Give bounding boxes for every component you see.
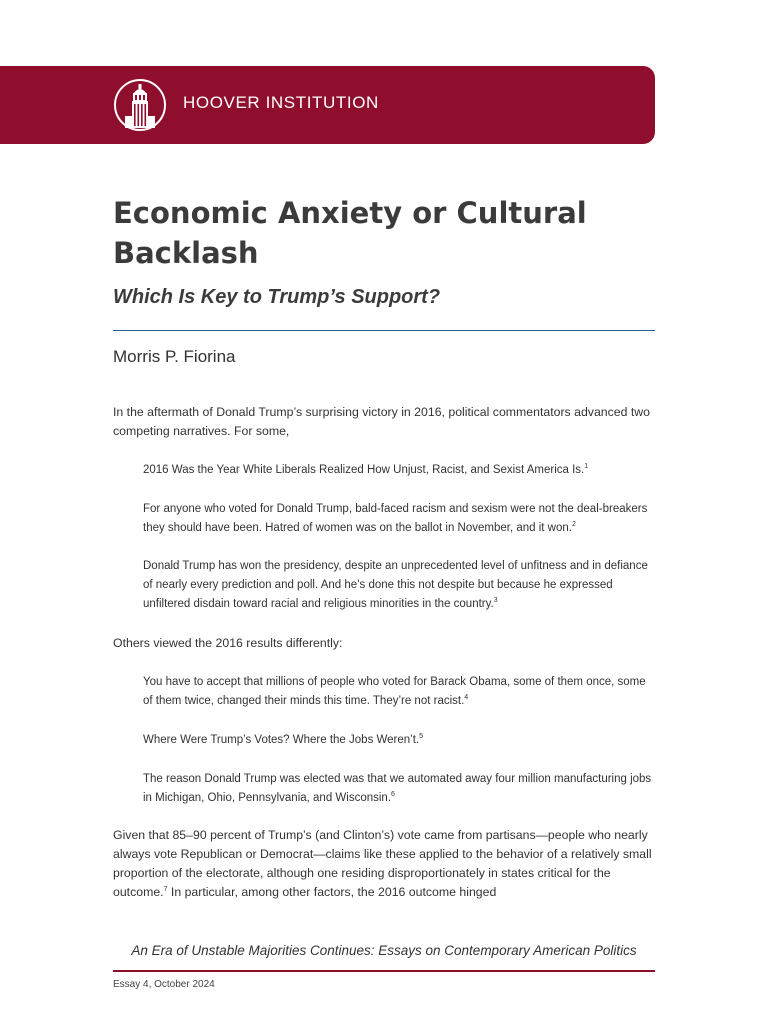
page-subtitle: Which Is Key to Trump’s Support? — [113, 286, 441, 308]
footnote-ref-7[interactable]: 7 — [163, 885, 168, 893]
closing-paragraph: Given that 85–90 percent of Trump’s (and Clinton’s) vote came from partisans—people who nearly always vote Republican or Democrat—claims like these applied to the behavior of a relatively small proportion of the electorate, although one residing disproportionately in states critical for the outcome.$^7$ In particular, among other factors, the 2016 outcome hinged — [113, 828, 652, 899]
institution-name: HOOVER INSTITUTION — [183, 93, 379, 112]
footnote-ref-4[interactable]: 4 — [464, 694, 469, 702]
footnote-ref-5[interactable]: 5 — [419, 733, 424, 741]
article-body — [113, 403, 655, 902]
intro-paragraph: In the aftermath of Donald Trump’s surprising victory in 2016, political commentators advanced two competing narratives. For some, — [113, 405, 650, 438]
footnote-ref-1[interactable]: 1 — [584, 463, 589, 471]
header-banner — [0, 66, 655, 144]
title-divider — [113, 330, 655, 331]
quote-2: For anyone who voted for Donald Trump, bald-faced racism and sexism were not the deal-breakers they should have been. Hatred of women was on the ballot in November, and it won.$^2$ — [143, 503, 648, 534]
quote-1: 2016 Was the Year White Liberals Realized How Unjust, Racist, and Sexist America Is.$^1$ — [143, 463, 589, 476]
hoover-tower-logo-icon — [113, 78, 167, 132]
footnote-ref-3[interactable]: 3 — [493, 597, 498, 605]
quote-6: The reason Donald Trump was elected was that we automated away four million manufacturing jobs in Michigan, Ohio, Pennsylvania, and Wisconsin.$^6$ — [143, 773, 652, 804]
transition-paragraph: Others viewed the 2016 results differently: — [113, 636, 343, 650]
quote-5: Where Were Trump’s Votes? Where the Jobs Weren’t.$^5$ — [143, 733, 424, 746]
series-title: An Era of Unstable Majorities Continues: Essays on Contemporary American Politics — [131, 943, 637, 958]
footnote-ref-6[interactable]: 6 — [391, 791, 395, 799]
essay-info: Essay 4, October 2024 — [113, 979, 215, 990]
quote-3: Donald Trump has won the presidency, despite an unprecedented level of unfitness and in defiance of nearly every prediction and poll. And he’s done this not despite but because he expressed unfiltered disdain toward racial and religious minorities in the country.$^3$ — [143, 560, 648, 610]
quote-4: You have to accept that millions of people who voted for Barack Obama, some of them once, some of them twice, changed their minds this time. They’re not racist.$^4$ — [143, 676, 646, 707]
author-name: Morris P. Fiorina — [113, 347, 236, 366]
footnote-ref-2[interactable]: 2 — [571, 521, 576, 529]
footer-divider — [113, 970, 655, 972]
page-title: Economic Anxiety or Cultural Backlash — [113, 196, 587, 270]
